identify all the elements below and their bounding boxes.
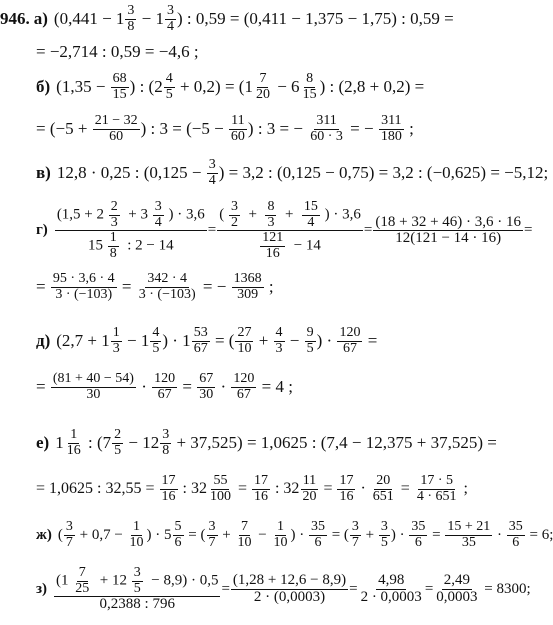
expr-text: = [319, 480, 337, 498]
expr-text: : 2 − 14 [123, 238, 174, 254]
problem-e-line-2 [36, 474, 468, 504]
fraction: $\frac{11}{20}$ [302, 473, 317, 504]
expr-text: · [136, 377, 152, 397]
expr-text: + 0,2) = (1 [175, 77, 253, 97]
expr-text: + [254, 331, 273, 351]
fraction: $\frac{3}{8}$ [162, 427, 170, 458]
expr-text: 0,2388 : 796 [99, 596, 175, 613]
part-a-label: а) [33, 9, 48, 29]
expr-text: = [36, 377, 50, 397]
expr-text: ) · 3,6 [324, 206, 361, 223]
part-b-label: б) [36, 77, 51, 97]
fraction: $\frac{2}{3}$ [110, 199, 118, 230]
part-e-label: е) [36, 433, 50, 453]
expr-text: : 32 [270, 480, 300, 498]
fraction: $\frac{4,98}{2 \cdot 0,0003}$ [360, 572, 422, 606]
fraction: $\frac{55}{100}$ [209, 473, 231, 504]
fraction: $\frac{120}{67}$ [233, 371, 255, 402]
fraction: $\frac{2,49}{0,0003}$ [436, 572, 478, 606]
expr-text: : (7 [83, 433, 112, 453]
expr-text: = [233, 480, 251, 498]
fraction: $\frac{3}{5}$ [380, 519, 388, 550]
expr-text: = [363, 331, 378, 351]
expr-text: = ( [210, 331, 235, 351]
expr-text: ) · 5 [146, 526, 172, 543]
fraction: $\frac{3}{2}$ [230, 199, 238, 230]
part-g-label: г) [36, 222, 48, 239]
expr-text: = [178, 377, 197, 397]
fraction: $\frac{4}{5}$ [165, 71, 173, 102]
expr-text: = 1,0625 : 32,55 = [36, 480, 159, 498]
problem-e-line-1 [36, 428, 497, 458]
fraction: $\frac{20}{651}$ [372, 473, 394, 504]
fraction: $\frac{1}{16}$ [66, 427, 81, 458]
problem-v-line-1 [36, 158, 548, 188]
expr-text: + 37,525) = 1,0625 : (7,4 − 12,375 + 37,525) = [172, 433, 497, 453]
fraction: $\frac{53}{67}$ [193, 325, 208, 356]
expr-text: + 3 [124, 206, 148, 223]
fraction: $\frac{3}{4}$ [167, 3, 175, 34]
fraction: $\frac{3}{4}$ [208, 157, 216, 188]
fraction: $\frac{(18 + 32 + 46) \cdot 3,6 \cdot 16}{12(121 - 14 \cdot 16)}$ [375, 213, 522, 247]
problem-d-line-2 [36, 372, 293, 402]
fraction: $\frac{3}{4}$ [154, 199, 162, 230]
expr-text: = [396, 480, 414, 498]
fraction: $\frac{120}{67}$ [339, 325, 361, 356]
fraction: $\frac{8}{3}$ [267, 199, 275, 230]
expr-text: = [117, 277, 136, 297]
expr-text: + [281, 206, 298, 223]
fraction: $\frac{67}{30}$ [199, 371, 214, 402]
problem-a-line-2 [36, 42, 199, 62]
expr-text: = ( [184, 526, 206, 543]
fraction: $\frac{7}{25}$ [75, 565, 90, 596]
fraction: $\frac{4}{3}$ [275, 325, 283, 356]
fraction: $\frac{3}{5}$ [133, 565, 141, 596]
expr-text: 12,8 · 0,25 : (0,125 − [56, 163, 206, 183]
expr-text: + 0,7 − [75, 526, 127, 543]
expr-text: (2,7 + 1 [56, 331, 110, 351]
expr-text: ) · [390, 526, 409, 543]
expr-text: ; [459, 480, 468, 498]
fraction: $\frac{35}{6}$ [411, 519, 426, 550]
expr-text: = ( [327, 526, 349, 543]
expr-text: = [428, 526, 445, 543]
expr-text: · [356, 480, 370, 498]
fraction: $\frac{342 \cdot 4}{3 \cdot (-103)}$ [138, 271, 196, 302]
fraction: $\frac{9}{5}$ [306, 325, 314, 356]
expr-text: − [285, 331, 304, 351]
problem-b-line-1 [36, 72, 424, 102]
expr-text: ) · 3,6 [168, 206, 205, 223]
expr-text: + [218, 526, 235, 543]
expr-text: ) : (2,8 + 0,2) = [319, 77, 425, 97]
fraction: $\frac{121}{16}$ [262, 230, 284, 262]
problem-d-line-1 [36, 326, 377, 356]
expr-text: ; [404, 119, 414, 139]
problem-zh-line-1 [36, 520, 553, 550]
fraction: $\frac{15 + 21}{35}$ [447, 519, 491, 550]
fraction: $\frac{3}{7}$ [208, 519, 216, 550]
fraction: $\frac{1368}{309}$ [233, 271, 262, 302]
equals-sign: = [524, 222, 533, 239]
expr-text: − 12 [124, 433, 160, 453]
expr-text: ) · 1 [162, 331, 191, 351]
expr-text: : 32 [178, 480, 207, 498]
fraction: $\frac{2}{5}$ [114, 427, 122, 458]
fraction: $\frac{1}{10}$ [273, 519, 288, 550]
fraction: $\frac{8}{15}$ [302, 71, 317, 102]
expr-text: ) : 3 = (−5 − [140, 119, 228, 139]
fraction: $\frac{35}{6}$ [310, 519, 325, 550]
expr-text: · [216, 377, 231, 397]
expr-text: ) · [290, 526, 308, 543]
expr-text: = 6; [525, 526, 553, 543]
expr-text: − 6 [272, 77, 300, 97]
fraction: $\frac{(1,28 + 12,6 - 8,9)}{2 \cdot (0,0003)}$ [232, 572, 347, 606]
fraction: $\frac{27}{10}$ [237, 325, 252, 356]
equals-sign: = [363, 222, 373, 239]
problem-number: 946. [0, 9, 30, 29]
problem-g-line-1 [36, 200, 533, 262]
fraction: $\frac{120}{67}$ [154, 371, 176, 402]
equals-sign: = [221, 581, 230, 598]
expr-text: − 14 [289, 238, 321, 254]
expr-text: ( [57, 526, 63, 543]
fraction: $\frac{21 - 32}{60}$ [94, 113, 138, 144]
equals-sign: = [424, 581, 434, 598]
expr-text: = − [345, 119, 378, 139]
fraction: $\frac{95 \cdot 3,6 \cdot 4}{3 \cdot (-103)}$ [52, 271, 115, 302]
part-d-label: д) [36, 331, 51, 351]
complex-fraction [55, 200, 207, 262]
expr-text: ) : (2 [129, 77, 163, 97]
fraction: $\frac{3}{7}$ [65, 519, 73, 550]
problem-a-line-1 [0, 4, 454, 34]
fraction: $\frac{311}{180}$ [380, 113, 402, 144]
expr-text: + 12 [96, 572, 127, 589]
fraction: $\frac{3}{7}$ [351, 519, 359, 550]
expr-text: ) = 3,2 : (0,125 − 0,75) = 3,2 : (−0,625) = −5,12; [218, 163, 549, 183]
fraction: $\frac{17}{16}$ [161, 473, 176, 504]
expr-text: (1,35 − [56, 77, 110, 97]
fraction: $\frac{17 \cdot 5}{4 \cdot 651}$ [416, 473, 457, 504]
expr-text: ( [219, 206, 225, 223]
expr-text: ) : 0,59 = (0,411 − 1,375 − 1,75) : 0,59 = [177, 9, 454, 29]
equals-sign: = [207, 222, 217, 239]
expr-text: (0,441 − 1 [53, 9, 125, 29]
expr-text: − 1 [122, 331, 150, 351]
problem-b-line-2 [36, 114, 414, 144]
complex-fraction [217, 200, 363, 262]
expr-text: ; [264, 277, 274, 297]
fraction: $\frac{5}{6}$ [174, 519, 182, 550]
expr-text: 15 [87, 238, 103, 254]
part-z-label: з) [36, 581, 48, 598]
expr-text: = 8300; [480, 581, 531, 598]
problem-z-line-1 [36, 566, 531, 613]
fraction: $\frac{1}{10}$ [129, 519, 144, 550]
fraction: $\frac{311}{60 \cdot 3}$ [310, 113, 343, 144]
fraction: $\frac{7}{10}$ [237, 519, 252, 550]
part-zh-label: ж) [36, 526, 52, 543]
fraction: $\frac{17}{16}$ [339, 473, 354, 504]
fraction: $\frac{7}{20}$ [255, 71, 270, 102]
expr-text: (1 [56, 572, 69, 589]
fraction: $\frac{1}{8}$ [109, 230, 117, 262]
fraction: $\frac{15}{4}$ [303, 199, 318, 230]
problem-g-line-2 [36, 272, 274, 302]
complex-fraction [54, 566, 220, 613]
fraction: $\frac{35}{6}$ [508, 519, 523, 550]
expr-text: = [36, 277, 50, 297]
expr-text: = (−5 + [36, 119, 92, 139]
expr-text: − [254, 526, 271, 543]
fraction: $\frac{4}{5}$ [152, 325, 160, 356]
expr-text: = −2,714 : 0,59 = −4,6 ; [36, 42, 199, 61]
expr-text: − 8,9) · 0,5 [147, 572, 219, 589]
expr-text: (1,5 + 2 [56, 206, 105, 223]
part-v-label: в) [36, 163, 51, 183]
fraction: $\frac{1}{3}$ [112, 325, 120, 356]
fraction: $\frac{3}{8}$ [127, 3, 135, 34]
expr-text: + [244, 206, 261, 223]
expr-text: − 1 [137, 9, 165, 29]
expr-text: · [493, 526, 506, 543]
fraction: $\frac{68}{15}$ [112, 71, 127, 102]
expr-text: + [361, 526, 378, 543]
expr-text: ) : 3 = − [247, 119, 308, 139]
expr-text: = 4 ; [257, 377, 293, 397]
fraction: $\frac{17}{16}$ [253, 473, 268, 504]
expr-text: = − [198, 277, 231, 297]
expr-text: ) · [316, 331, 337, 351]
equals-sign: = [349, 581, 358, 598]
fraction: $\frac{(81 + 40 - 54)}{30}$ [52, 371, 134, 402]
expr-text: 1 [55, 433, 64, 453]
fraction: $\frac{11}{60}$ [230, 113, 245, 144]
